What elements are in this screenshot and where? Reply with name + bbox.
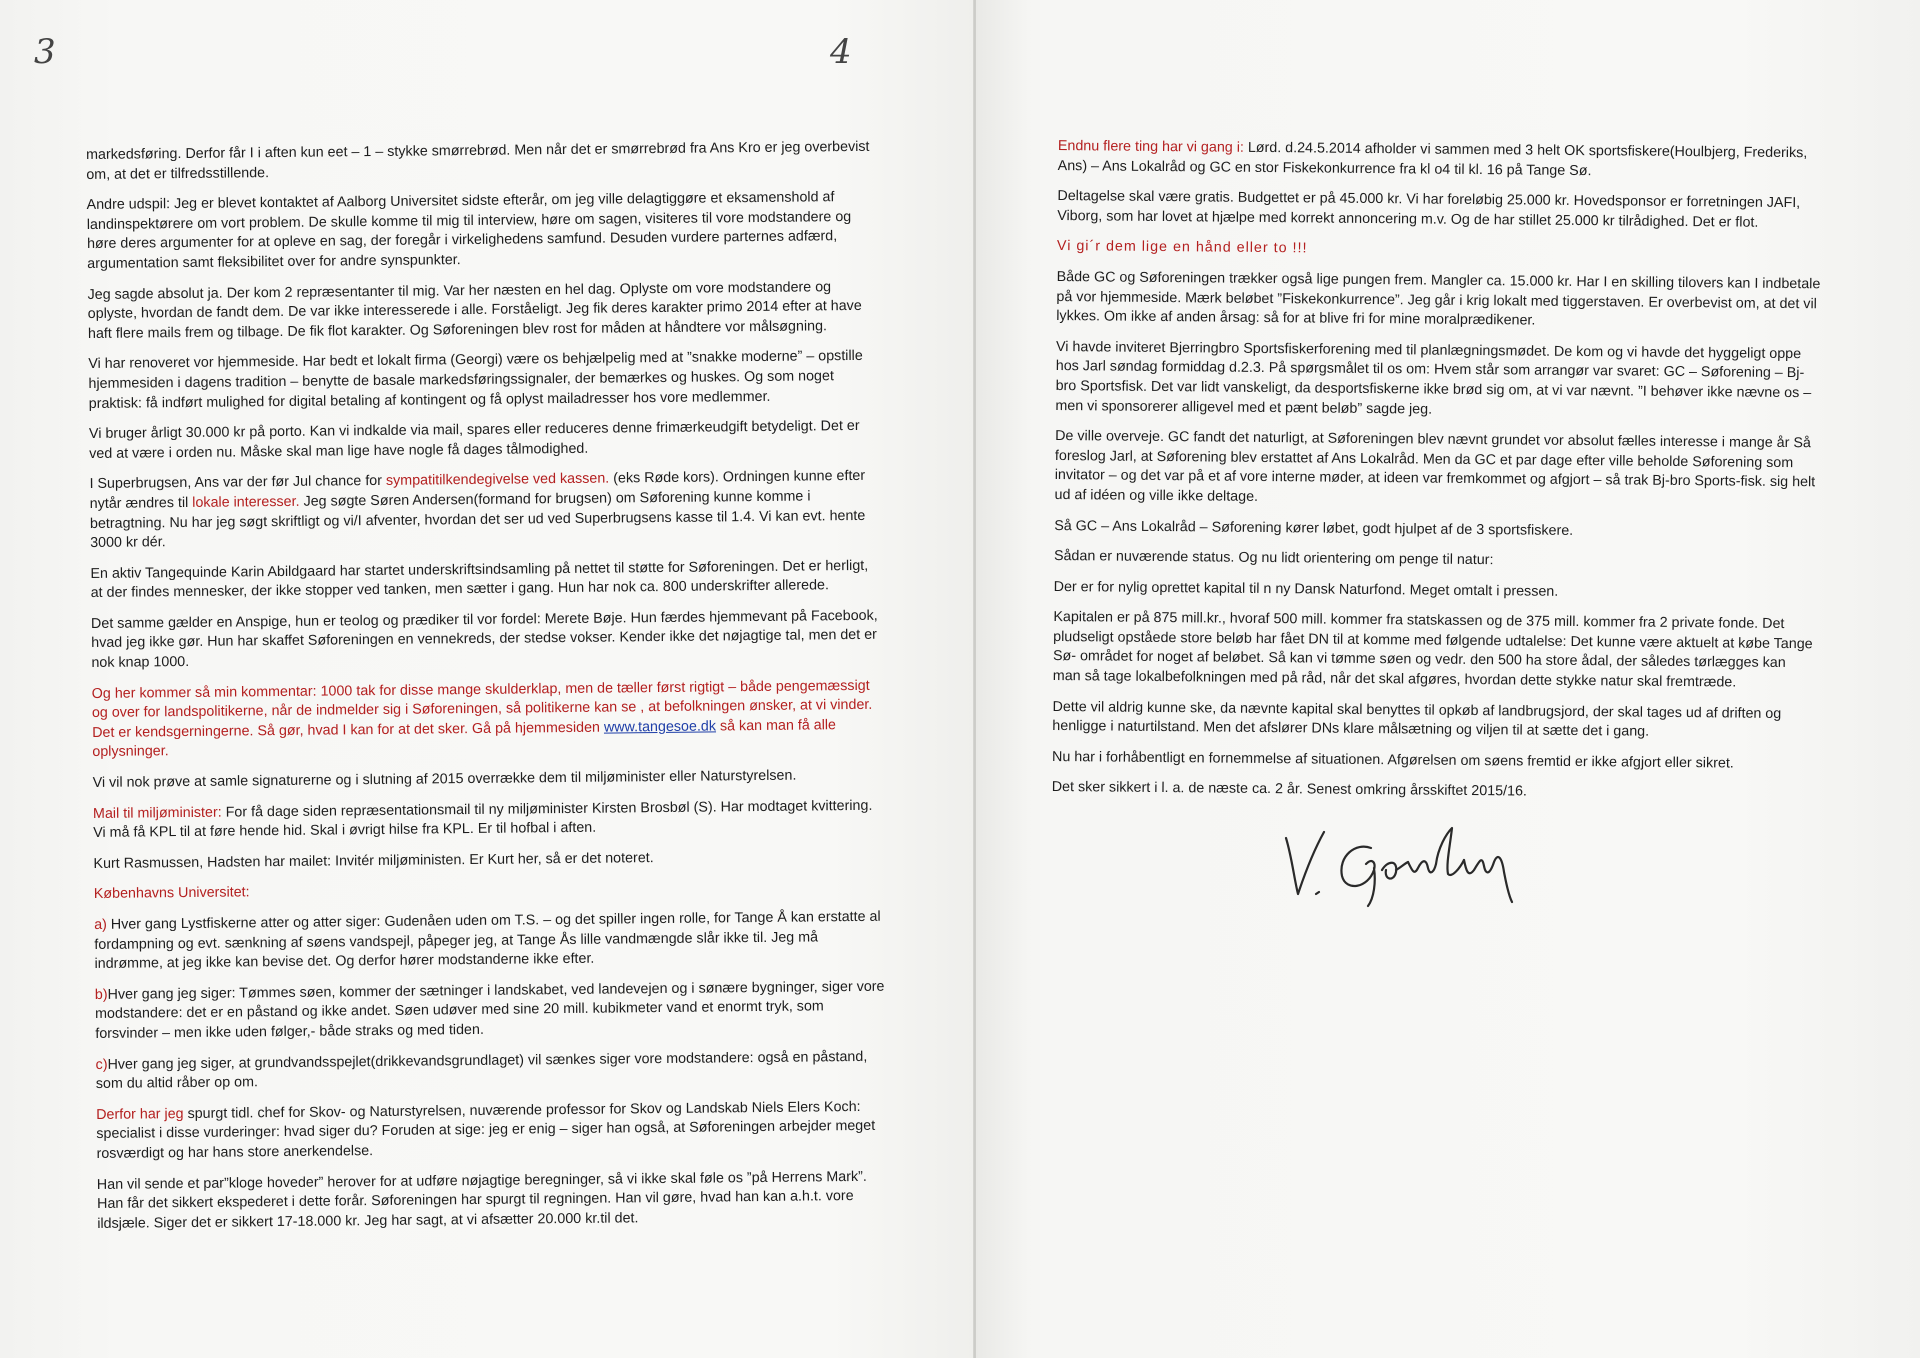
paragraph: Det samme gælder en Anspige, hun er teolog og prædiker til vor fordel: Merete Bøje. Hun færdes hjemmevant på Facebook, hvad jeg ikke gør. Hun har skaffet Søforeningen en vennekreds, der stedse vokser. Kender ikke det nøjagtige tal, men det er nok knap 1000. — [90, 607, 878, 672]
paragraph: Derfor har jeg spurgt tidl. chef for Skov- og Naturstyrelsen, nuværende professor for Skov og Landskab Niels Elers Koch: specialist i disse vurderinger: hvad siger du? Foruden at sige: jeg er enig – siger han også, at Søforeningen arbejder meget rosværdigt og har hans store anerkendelse. — [96, 1098, 876, 1162]
handwritten-signature — [1276, 798, 1536, 908]
paragraph: Vi havde inviteret Bjerringbro Sportsfiskerforening med til planlægningsmødet. De kom og vi havde det hyggeligt oppe hos Jarl søndag formiddag d.2.3. På spørgsmålet til os om: Hvem står som arrangør var svaret: GC – Søforening – Bj-bro Sportsfisk. Det var lidt vanskeligt, da desportsfiskerne ikke brød sig om, at vi var nævnt. ”I behøver ikke nævne os – men vi sponsorerer alligevel med et pænt beløb” sagde jeg. — [1055, 338, 1812, 418]
highlight: sympatitilkendegivelse ved kassen. — [385, 470, 610, 490]
paragraph: Sådan er nuværende status. Og nu lidt orientering om penge til natur: — [1053, 548, 1494, 569]
section-label: Mail til miljøminister: — [92, 804, 222, 822]
paragraph: Det sker sikkert i l. a. de næste ca. 2 år. Senest omkring årsskiftet 2015/16. — [1051, 779, 1528, 800]
page-4-body — [1052, 137, 1822, 816]
paragraph: Dette vil aldrig kunne ske, da nævnte kapital skal benyttes til opkøb af landbrugsjord, der skal tages ud af driften og henligge i naturtilstand. Men det afslører DNs klare målsætning og viljen til at sætte det i gang. — [1052, 698, 1782, 740]
paragraph: Vi vil nok prøve at samle signaturerne og i slutning af 2015 overrække dem til miljøminister eller Naturstyrelsen. — [92, 767, 797, 791]
paragraph: Jeg sagde absolut ja. Der kom 2 repræsentanter til mig. Var her næsten en hel dag. Oplyste om vore modstandere og oplyste, hvordan de fandt dem. De var ikke interesserede i alle. Forståeligt. Jeg fik deres karakter primo 2014 efter at have haft flere mails frem og tilbage. De fik flot karakter. Og Søforeningen blev rost for måden at håndtere vor målsøgning. — [87, 278, 862, 342]
list-item: b)Hver gang jeg siger: Tømmes søen, kommer der sætninger i landskabet, ved landevejen og i sønære bygninger, siger vore modstandere: det er en påstand og ikke andet. Søen udøver med sine 20 mill. kubikmeter vand et enormt tryk, som forsvinder – men ikke uden følger,- både straks og med tiden. — [94, 978, 885, 1042]
section-label: Endnu flere ting har vi gang i: — [1057, 137, 1244, 156]
page-number-3: 3 — [34, 32, 56, 72]
list-item: a) Hver gang Lystfiskerne atter og atter siger: Gudenåen uden om T.S. – og det spiller ingen rolle, for Tange Å kan erstatte al fordampning og evt. sænkning af søens vandspejl, påpeger jeg, at Tange Ås lille vandmængde slår ikke til. Jeg må indrømme, at jeg ikke kan bevise det. Og derfor hører modstanderne ikke efter. — [94, 908, 881, 973]
highlight: lokale interesser. — [192, 493, 300, 511]
paragraph: Endnu flere ting har vi gang i: Lørd. d.24.5.2014 afholder vi sammen med 3 helt OK sportsfiskere(Houlbjerg, Frederiks, Ans) – Ans Lokalråd og GC en stor Fiskekonkurrence fra kl o4 til kl. 16 på Tange Sø. — [1057, 137, 1808, 179]
section-heading: Københavns Universitet: — [93, 884, 250, 903]
page-number-4: 4 — [830, 32, 852, 72]
paragraph: Kapitalen er på 875 mill.kr., hvoraf 500 mill. kommer fra statskassen og de 375 mill. kommer fra 2 private fonde. Det pludseligt opståede store beløb har fået DN til at komme med følgende udtalelse: Det kunne være aktuelt at købe Tange Sø- området for noget af beløbet. Så kan vi tømme søen og vedr. den 500 ha store ådal, der således tørlægges kan man så tage lokalbefolkningen med på råd, når det skal afgøres, hvordan dette stykke natur skal fremtræde. — [1052, 609, 1813, 691]
list-item: c)Hver gang jeg siger, at grundvandsspejlet(drikkevandsgrundlaget) vil sænkes siger vore modstandere: også en påstand, som du altid råber op om. — [95, 1048, 868, 1093]
paragraph: Mail til miljøminister: For få dage siden repræsentationsmail til ny miljøminister Kirsten Brosbøl (S). Har modtaget kvittering. Vi må få KPL til at føre hende hid. Skal i øvrigt hilse fra KPL. Er til hofbal i aften. — [92, 797, 873, 842]
paragraph: Både GC og Søforeningen trækker også lige pungen frem. Mangler ca. 15.000 kr. Har I en skilling tilovers kan I indbetale på vor hjemmeside. Mærk beløbet ”Fiskekonkurrence”. Jeg går i krig lokalt med tiggerstaven. Er overbevist om, at det vil lykkes. Om ikke af anden årsag: så for at blive fri for mine moralprædikener. — [1056, 268, 1821, 329]
paragraph: I Superbrugsen, Ans var der før Jul chance for sympatitilkendegivelse ved kassen. (eks Røde kors). Ordningen kunne efter nytår ændres til lokale interesser. Jeg søgte Søren Andersen(formand for brugsen) om Søforening kunne komme i betragtning. Nu har jeg søgt skriftligt og vi/I afventer, hvordan det ser ud ved Superbrugsens kasse til 1.4. Vi kan evt. hente 3000 kr dér. — [89, 468, 866, 552]
slogan: Vi gi´r dem lige en hånd eller to !!! — [1056, 238, 1308, 257]
paragraph: Nu har i forhåbentligt en fornemmelse af situationen. Afgørelsen om søens fremtid er ikke afgjort eller sikret. — [1051, 748, 1734, 772]
page-4 — [830, 0, 1920, 1358]
paragraph: Kurt Rasmussen, Hadsten har mailet: Invitér miljøministen. Er Kurt her, så er det noteret. — [93, 849, 654, 872]
paragraph: Så GC – Ans Lokalråd – Søforening kører løbet, godt hjulpet af de 3 sportsfiskere. — [1054, 517, 1574, 539]
page-3-body — [86, 138, 889, 1246]
paragraph: De ville overveje. GC fandt det naturligt, at Søforeningen blev nævnt grundet vor absolut fælles interesse i mange år Så foreslog Jarl, at Søforening blev erstattet af Ans Lokalråd. Men da GC et par dage efter ville beholde Søforening som invitator – og det var på et af vore interne møder, at ideen var fremkommet og afgjort – så trak Bj-bro Sports-fisk. sig helt ud af idéen og ville ikke deltage. — [1054, 428, 1816, 505]
paragraph: Deltagelse skal være gratis. Budgettet er på 45.000 kr. Vi har foreløbig 25.000 kr. Hovedsponsor er forretningen JAFI, Viborg, som har lovet at hjælpe med korrekt annoncering m.v. Og de har stillet 25.000 kr tilrådighed. Det er flot. — [1057, 188, 1801, 231]
paragraph: Der er for nylig oprettet kapital til n ny Dansk Naturfond. Meget omtalt i pressen. — [1053, 578, 1559, 600]
paragraph: Andre udspil: Jeg er blevet kontaktet af Aalborg Universitet sidste efterår, om jeg ville delagtiggøre et eksamenshold af landinspektørere om vort problem. De skulle komme til mig til interview, høre om sagen, visiteres til vore modstandere og høre deres argumenter for at opleve en sag, der foregår i virkelighedens samfund. Desuden vurdere parternes adfærd, argumentation samt fleksibilitet over for andre synspunkter. — [86, 189, 852, 272]
paragraph: Vi bruger årligt 30.000 kr på porto. Kan vi indkalde via mail, spares eller reduceres denne frimærkeudgift betydeligt. Det er ved at være i orden nu. Måske skal man lige have nogle få dages tålmodighed. — [88, 418, 860, 462]
comment-paragraph: Og her kommer så min kommentar: 1000 tak for disse mange skulderklap, men de tæller først rigtigt – både pengemæssigt og over for landspolitikerne, når de indmelder sig i Søforeningen, så politikerne kan se , at befolkningen ønsker, at vi vinder. Det er kendsgerningerne. Så gør, hvad I kan for at det sker. Gå på hjemmesiden www.tangesoe.dk så kan man få alle oplysninger. — [91, 677, 873, 761]
paragraph: Vi har renoveret vor hjemmeside. Har bedt et lokalt firma (Georgi) være os behjælpelig med at ”snakke moderne” – opstille hjemmesiden i dagens tradition – benytte de basale markedsføringssignaler, der bemærkes og huskes. Og som noget praktisk: få indført mulighed for digital betaling af kontingent og få oplyst mailadresser hos vore medlemmer. — [88, 348, 863, 412]
paragraph: En aktiv Tangequinde Karin Abildgaard har startet underskriftsindsamling på nettet til støtte for Søforeningen. Det er herligt, at der findes mennesker, der ikke stopper ved tanken, men sætter i gang. Hun har nok ca. 800 underskrifter allerede. — [90, 557, 869, 602]
paragraph: Han vil sende et par”kloge hoveder” herover for at udføre nøjagtige beregninger, så vi ikke skal føle os ”på Herrens Mark”. Han får det sikkert ekspederet i dette forår. Søforeningen har spurgt til regningen. Han vil gøre, hvad han kan a.h.t. vore ildsjæle. Siger det er sikkert 17-18.000 kr. Jeg har sagt, at vi afsætter 20.000 kr.til det. — [96, 1168, 867, 1232]
paragraph: markedsføring. Derfor får I i aften kun eet – 1 – stykke smørrebrød. Men når det er smørrebrød fra Ans Kro er jeg overbevist om, at det er tilfredsstillende. — [86, 138, 870, 183]
website-link[interactable]: www.tangesoe.dk — [603, 718, 717, 736]
